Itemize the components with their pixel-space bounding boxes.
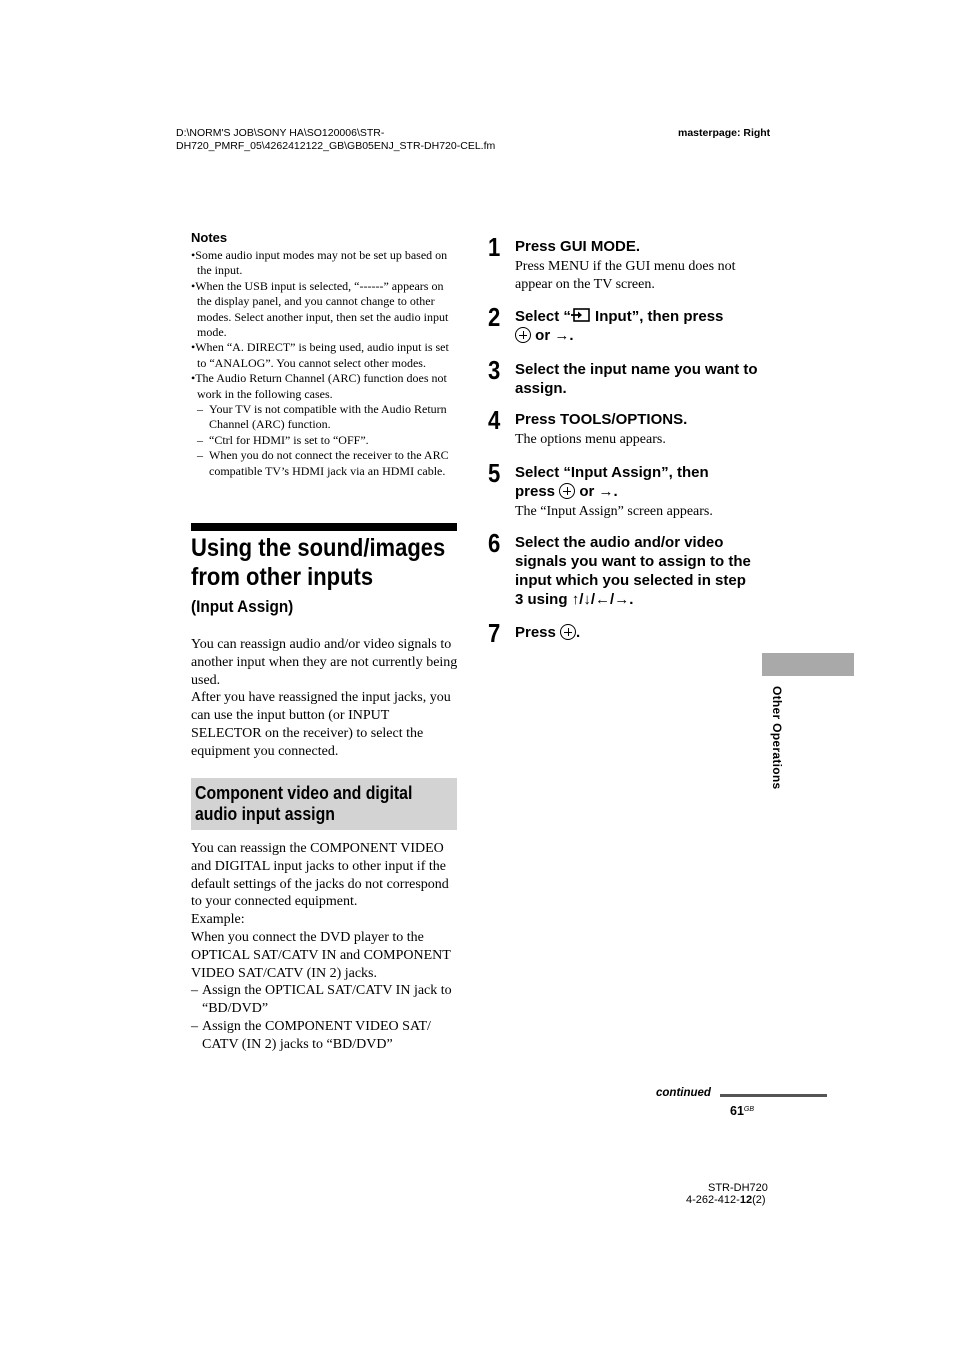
section-title: Using the sound/images from other inputs: [191, 534, 446, 591]
step-3: [488, 355, 758, 398]
note-item: • Some audio input modes may not be set up based on the input.: [191, 248, 459, 279]
step-title: Select “ Input”, then press or →.: [515, 308, 724, 344]
enter-button-icon: [515, 327, 531, 343]
notes-block: [191, 230, 459, 479]
subsection-title: Component video and digital audio input assign: [195, 783, 413, 824]
step-number: 2: [488, 302, 501, 332]
step-number: 4: [488, 405, 501, 435]
continued-label: continued: [656, 1087, 711, 1099]
step-title: Press TOOLS/OPTIONS.: [515, 411, 688, 428]
file-path-line-2: DH720_PMRF_05\4262412122_GB\GB05ENJ_STR-DH720-CEL.fm: [176, 140, 496, 152]
section-intro: [191, 636, 459, 761]
note-item: • When the USB input is selected, “------” appears on the display panel, and you cannot change to other modes. Select another input, then set the audio input mode.: [191, 279, 459, 341]
step-1: [488, 232, 758, 294]
step-number: 7: [488, 618, 501, 648]
note-subitem: – Your TV is not compatible with the Audio Return Channel (ARC) function.: [197, 402, 447, 432]
enter-button-icon: [560, 624, 576, 640]
intro-paragraph: You can reassign audio and/or video signals to another input when they are not currently being used.: [191, 637, 458, 688]
step-title: Press .: [515, 624, 581, 641]
part-number: 4-262-412-12(2): [686, 1194, 766, 1206]
chapter-tab: [762, 653, 854, 676]
step-number: 1: [488, 232, 501, 262]
step-title: Select “Input Assign”, then press or →.: [515, 464, 709, 500]
enter-button-icon: [559, 483, 575, 499]
step-title: Select the input name you want to assign.: [515, 361, 758, 397]
body-paragraph: You can reassign the COMPONENT VIDEO and DIGITAL input jacks to other input if the default settings of the jacks do not correspond to your connected equipment.: [191, 841, 449, 910]
arrow-keys-icon: ↑/↓/←/→: [571, 591, 630, 608]
example-text: When you connect the DVD player to the OPTICAL SAT/CATV IN and COMPONENT VIDEO SAT/CATV (IN 2) jacks.: [191, 929, 451, 981]
arrow-right-icon: →: [554, 327, 570, 344]
note-item: • The Audio Return Channel (ARC) function does not work in the following cases.: [191, 371, 459, 402]
arrow-right-icon: →: [598, 483, 614, 500]
step-number: 3: [488, 355, 501, 385]
example-label: Example:: [191, 912, 245, 928]
assign-item: – Assign the COMPONENT VIDEO SAT/ CATV (IN 2) jacks to “BD/DVD”: [191, 1018, 431, 1052]
step-description: The “Input Assign” screen appears.: [515, 504, 713, 519]
step-description: The options menu appears.: [515, 432, 666, 447]
step-4: [488, 405, 758, 449]
step-5: [488, 458, 758, 521]
continued-rule: [720, 1094, 827, 1097]
section-subtitle: (Input Assign): [191, 597, 294, 616]
step-title: Press GUI MODE.: [515, 238, 641, 255]
step-7: [488, 618, 758, 648]
page-number: $61^{GB}$: [730, 1104, 755, 1118]
step-6: [488, 528, 758, 609]
note-item: • When “A. DIRECT” is being used, audio input is set to “ANALOG”. You cannot select other modes.: [191, 340, 459, 371]
step-title: Select the audio and/or video signals you want to assign to the input which you selected in step 3 using ↑/↓/←/→.: [515, 534, 751, 608]
chapter-tab-label: Other Operations: [770, 686, 784, 790]
note-subitem: – “Ctrl for HDMI” is set to “OFF”.: [197, 432, 369, 447]
note-subitem: – When you do not connect the receiver to the ARC compatible TV’s HDMI jack via an HDMI cable.: [197, 448, 449, 478]
file-path-header: [176, 127, 495, 153]
file-path-line-1: D:\NORM'S JOB\SONY HA\SO120006\STR-: [176, 127, 385, 139]
masterpage-label: masterpage: Right: [678, 127, 771, 139]
step-description: Press MENU if the GUI menu does not appear on the TV screen.: [515, 259, 736, 292]
notes-title: Notes: [191, 230, 228, 245]
step-number: 6: [488, 528, 501, 558]
input-icon: [571, 308, 591, 323]
model-number: STR-DH720: [708, 1182, 768, 1194]
step-2: [488, 302, 758, 345]
step-number: 5: [488, 458, 501, 488]
section-rule: [191, 523, 457, 531]
intro-paragraph: After you have reassigned the input jacks, you can use the input button (or INPUT SELECTOR on the receiver) to select the equipment you connected.: [191, 690, 451, 759]
subsection-body: [191, 840, 459, 1054]
assign-item: – Assign the OPTICAL SAT/CATV IN jack to “BD/DVD”: [191, 983, 452, 1017]
